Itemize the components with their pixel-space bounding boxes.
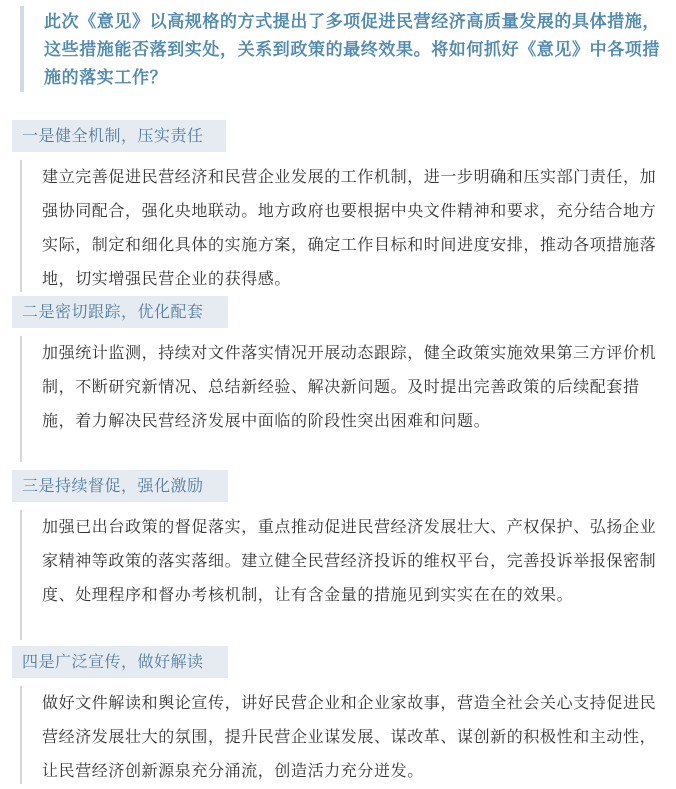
section-label-2: 二是密切跟踪，优化配套 bbox=[12, 296, 228, 328]
section-label-4: 四是广泛宣传，做好解读 bbox=[12, 646, 228, 678]
section-body-2: 加强统计监测，持续对文件落实情况开展动态跟踪，健全政策实施效果第三方评价机制，不断研究新情况、总结新经验、解决新问题。及时提出完善政策的后续配套措施，着力解决民营经济发展中面临的阶段性突出困难和问题。 bbox=[20, 336, 668, 462]
section-label-3: 三是持续督促，强化激励 bbox=[12, 470, 228, 502]
question-heading: 此次《意见》以高规格的方式提出了多项促进民营经济高质量发展的具体措施，这些措施能否落到实处，关系到政策的最终效果。将如何抓好《意见》中各项措施的落实工作？ bbox=[20, 6, 668, 92]
section-label-1: 一是健全机制，压实责任 bbox=[12, 120, 226, 152]
section-body-1: 建立完善促进民营经济和民营企业发展的工作机制，进一步明确和压实部门责任，加强协同配合，强化央地联动。地方政府也要根据中央文件精神和要求，充分结合地方实际，制定和细化具体的实施方案，确定工作目标和时间进度安排，推动各项措施落地，切实增强民营企业的获得感。 bbox=[20, 160, 668, 292]
section-body-3: 加强已出台政策的督促落实，重点推动促进民营经济发展壮大、产权保护、弘扬企业家精神等政策的落实落细。建立健全民营经济投诉的维权平台，完善投诉举报保密制度、处理程序和督办考核机制，让有含金量的措施见到实实在在的效果。 bbox=[20, 510, 668, 640]
section-body-4: 做好文件解读和舆论宣传，讲好民营企业和企业家故事，营造全社会关心支持促进民营经济发展壮大的氛围，提升民营企业谋发展、谋改革、谋创新的积极性和主动性，让民营经济创新源泉充分涌流，创造活力充分迸发。 bbox=[20, 686, 668, 784]
